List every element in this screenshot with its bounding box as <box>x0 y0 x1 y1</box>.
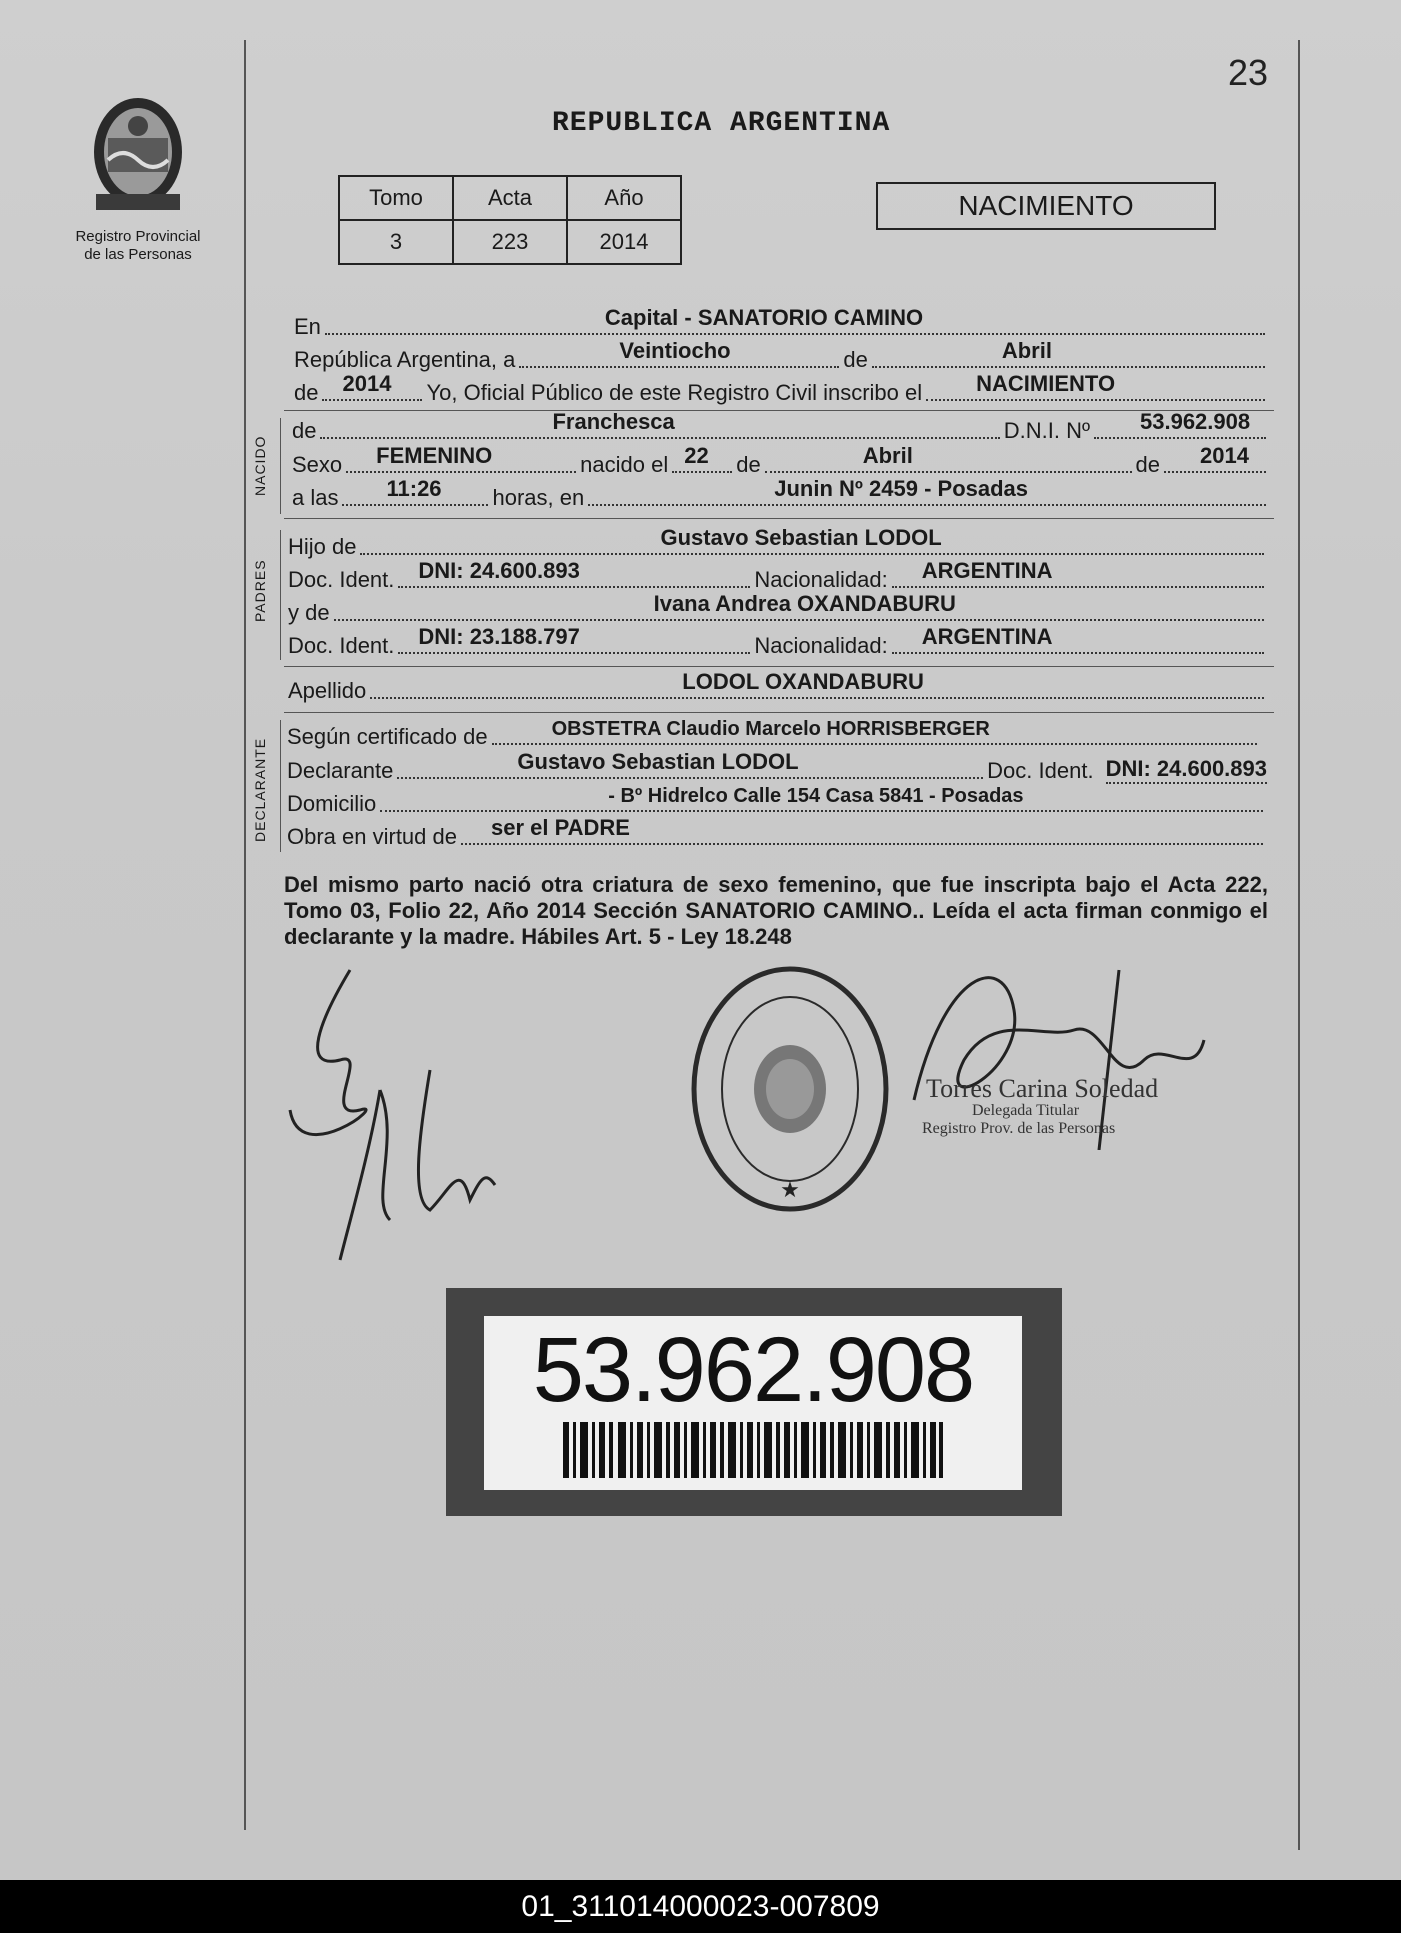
child-name-value: Franchesca <box>552 409 675 434</box>
republica-label: República Argentina, a <box>294 347 516 372</box>
country-title: REPUBLICA ARGENTINA <box>552 108 891 139</box>
mother-nationality-label: Nacionalidad: <box>754 633 888 658</box>
dni-label: D.N.I. Nº <box>1003 418 1090 443</box>
row-hora <box>292 476 1270 511</box>
coat-of-arms-icon <box>78 90 198 220</box>
sticker-number: 53.962.908 <box>532 1319 974 1421</box>
divider-apellido <box>284 712 1274 713</box>
birth-month-value: Abril <box>862 443 913 468</box>
registry-line2: de las Personas <box>84 246 192 263</box>
row-certificado <box>287 720 1261 750</box>
row-declarante <box>287 749 1267 784</box>
a-las-label: a las <box>292 485 339 510</box>
hijo-de-label: Hijo de <box>288 534 357 559</box>
row-padre <box>288 525 1268 560</box>
divider-padres <box>284 666 1274 667</box>
row-anio <box>294 371 1269 406</box>
page-number: 23 <box>1228 52 1269 93</box>
declarant-doc-value: DNI: 24.600.893 <box>1106 756 1267 784</box>
oficial-text: Yo, Oficial Público de este Registro Civil inscribo el <box>426 380 923 405</box>
surname-value: LODOL OXANDABURU <box>682 669 924 694</box>
left-margin-line <box>244 40 246 1830</box>
stamp-seal-icon <box>690 965 890 1213</box>
dni-sticker <box>446 1288 1062 1516</box>
declarante-section-label: DECLARANTE <box>252 737 268 842</box>
tomo-header: Tomo <box>339 176 453 220</box>
father-doc-value: DNI: 24.600.893 <box>418 558 580 583</box>
father-nationality-label: Nacionalidad: <box>754 567 888 592</box>
declarante-label: Declarante <box>287 758 394 783</box>
row-madre <box>288 591 1268 626</box>
sex-value: FEMENINO <box>376 443 493 468</box>
de-nombre-label: de <box>292 418 317 443</box>
day-words-value: Veintiocho <box>619 338 731 363</box>
month-value: Abril <box>1001 338 1052 363</box>
padres-bracket <box>280 530 281 660</box>
row-padre-doc <box>288 558 1268 593</box>
observations-note: Del mismo parto nació otra criatura de sexo femenino, que fue inscripta bajo el Acta 222, Tomo 03, Folio 22, Año 2014 Sección SANATORIO CAMINO.. Leída el acta firman conmigo el declarante y la madre. Hábiles Art. 5 - Ley 18.248 <box>284 872 1268 949</box>
record-index-table <box>338 175 682 265</box>
birth-day-value: 22 <box>684 443 709 468</box>
mother-nationality-value: ARGENTINA <box>921 624 1053 649</box>
registry-stamp <box>690 965 890 1213</box>
row-en <box>294 305 1269 340</box>
registry-line1: Registro Provincial <box>75 228 201 245</box>
place-value: Capital - SANATORIO CAMINO <box>604 305 924 330</box>
capacity-value: ser el PADRE <box>490 815 630 840</box>
nacido-el-label: nacido el <box>580 452 669 477</box>
declarante-bracket <box>280 720 281 852</box>
declarant-signature-icon <box>280 960 510 1270</box>
sticker-label <box>484 1316 1022 1490</box>
y-de-label: y de <box>288 600 330 625</box>
father-doc-label: Doc. Ident. <box>288 567 395 592</box>
acta-header: Acta <box>453 176 567 220</box>
padres-section-label: PADRES <box>252 559 268 622</box>
apellido-label: Apellido <box>288 678 367 703</box>
record-type-box: NACIMIENTO <box>876 182 1216 230</box>
footer-code: 01_311014000023-007809 <box>0 1880 1401 1933</box>
registry-name <box>52 228 224 264</box>
row-apellido <box>288 669 1268 704</box>
address-value: - Bº Hidrelco Calle 154 Casa 5841 - Posadas <box>608 785 1024 807</box>
nacido-de2-label: de <box>1135 452 1160 477</box>
sexo-label: Sexo <box>292 452 343 477</box>
declarant-doc-label: Doc. Ident. <box>987 758 1094 783</box>
certificate-value: OBSTETRA Claudio Marcelo HORRISBERGER <box>551 718 990 740</box>
en-label: En <box>294 314 321 339</box>
birth-time-value: 11:26 <box>386 476 442 501</box>
row-obra <box>287 815 1267 850</box>
declarant-signature <box>280 960 510 1270</box>
official-office: Registro Prov. de las Personas <box>922 1120 1116 1137</box>
de-label: de <box>843 347 868 372</box>
acta-value: 223 <box>453 220 567 264</box>
row-domicilio <box>287 787 1267 817</box>
divider-act <box>284 410 1274 411</box>
anio-header: Año <box>567 176 681 220</box>
row-sexo <box>292 443 1270 478</box>
mother-name-value: Ivana Andrea OXANDABURU <box>653 591 956 616</box>
birth-year-value: 2014 <box>1200 443 1249 468</box>
nacido-bracket <box>280 418 281 514</box>
declarant-name-value: Gustavo Sebastian LODOL <box>517 749 799 774</box>
mother-doc-label: Doc. Ident. <box>288 633 395 658</box>
official-title: Delegada Titular <box>972 1102 1080 1119</box>
birth-place-value: Junin Nº 2459 - Posadas <box>774 476 1029 501</box>
certificado-label: Según certificado de <box>287 724 488 749</box>
father-nationality-value: ARGENTINA <box>921 558 1053 583</box>
mother-doc-value: DNI: 23.188.797 <box>418 624 580 649</box>
domicilio-label: Domicilio <box>287 791 377 816</box>
inscribe-value: NACIMIENTO <box>976 371 1116 396</box>
row-madre-doc <box>288 624 1268 659</box>
child-dni-value: 53.962.908 <box>1140 409 1251 434</box>
de-label-2: de <box>294 380 319 405</box>
row-nombre <box>292 409 1270 444</box>
horas-en-label: horas, en <box>492 485 585 510</box>
official-name: Torres Carina Soledad <box>926 1074 1159 1103</box>
svg-text:★: ★ <box>780 1178 800 1203</box>
obra-label: Obra en virtud de <box>287 824 457 849</box>
divider-nacido <box>284 518 1274 519</box>
tomo-value: 3 <box>339 220 453 264</box>
anio-value: 2014 <box>567 220 681 264</box>
nacido-section-label: NACIDO <box>252 435 268 496</box>
nacido-de-label: de <box>736 452 761 477</box>
province-logo <box>78 90 198 220</box>
year-value: 2014 <box>342 371 392 396</box>
father-name-value: Gustavo Sebastian LODOL <box>660 525 942 550</box>
barcode-icon <box>563 1422 943 1478</box>
right-margin-line <box>1298 40 1300 1850</box>
row-republica <box>294 338 1269 373</box>
